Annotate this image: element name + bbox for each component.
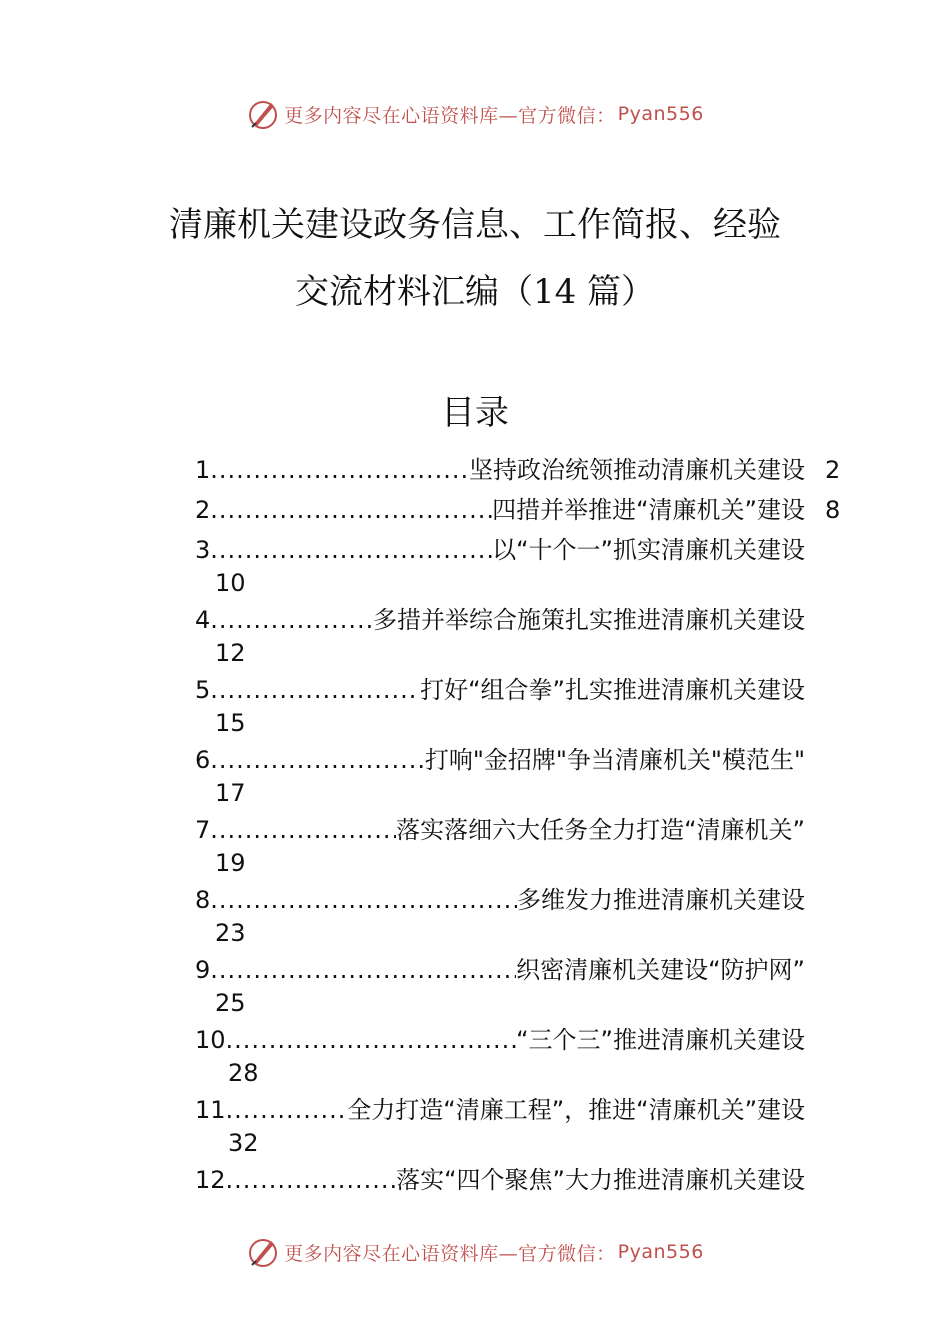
toc-entry[interactable] [195,1092,845,1162]
toc-entry-number: 2 [195,496,211,524]
toc-entry-number: 6 [195,746,211,774]
table-of-contents [195,452,845,1198]
toc-leader-dots [226,1162,397,1198]
toc-entry-page: 17 [215,779,246,807]
toc-entry-page: 19 [215,849,246,877]
header-banner [0,94,950,134]
toc-leader-dots [210,492,492,528]
toc-leader-dots [210,602,373,638]
toc-entry-number: 9 [195,956,211,984]
toc-leader-dots [210,452,469,488]
toc-entry[interactable] [195,1162,845,1198]
header-banner-text: 更多内容尽在心语资料库—官方微信： [284,104,616,127]
toc-entry-page: 12 [215,639,246,667]
toc-entry-label: 四措并举推进“清廉机关”建设 [492,496,805,524]
toc-entry-number: 1 [195,456,211,484]
toc-entry-label: 打响"金招牌"争当清廉机关"模范生" [424,746,805,774]
toc-leader-dots [226,1092,348,1128]
toc-entry-number: 7 [195,816,211,844]
footer-banner [0,1232,950,1272]
toc-leader-dots [210,812,396,848]
toc-entry-number: 3 [195,536,211,564]
footer-banner-text: 更多内容尽在心语资料库—官方微信： [284,1242,616,1265]
toc-entry-page: 15 [215,709,246,737]
toc-leader-dots [226,1022,517,1058]
toc-leader-dots [210,532,492,568]
toc-entry-page: 32 [228,1129,259,1157]
toc-entry[interactable] [195,672,845,742]
toc-entry-number: 4 [195,606,211,634]
quill-logo-icon [246,97,280,131]
toc-entry-page: 8 [825,496,841,524]
toc-entry-label: 落实“四个聚焦”大力推进清廉机关建设 [396,1166,805,1194]
toc-entry-number: 12 [195,1166,226,1194]
toc-entry[interactable] [195,742,845,812]
toc-entry-number: 11 [195,1096,226,1124]
toc-entry-label: 织密清廉机关建设“防护网” [516,956,805,984]
toc-leader-dots [210,882,517,918]
document-title-line2: 交流材料汇编（14 篇） [294,272,656,312]
toc-entry-label: 全力打造“清廉工程”，推进“清廉机关”建设 [347,1096,805,1124]
toc-entry-label: 落实落细六大任务全力打造“清廉机关” [396,816,805,844]
toc-leader-dots [210,672,420,708]
toc-entry-label: 多措并举综合施策扎实推进清廉机关建设 [373,606,805,634]
toc-entry-page: 10 [215,569,246,597]
footer-banner-wechat: Pyan556 [617,1241,704,1263]
quill-logo-icon [246,1235,280,1269]
toc-entry[interactable] [195,492,845,528]
toc-entry-page: 23 [215,919,246,947]
toc-entry[interactable] [195,952,845,1022]
toc-entry-label: 打好“组合拳”扎实推进清廉机关建设 [420,676,805,704]
toc-entry-page: 28 [228,1059,259,1087]
header-banner-wechat: Pyan556 [617,103,704,125]
toc-entry-label: 以“十个一”抓实清廉机关建设 [492,536,805,564]
toc-leader-dots [210,952,516,988]
toc-entry[interactable] [195,812,845,882]
toc-entry-number: 10 [195,1026,226,1054]
toc-entry[interactable] [195,1022,845,1092]
toc-entry-number: 8 [195,886,211,914]
toc-entry-page: 2 [825,456,841,484]
toc-entry[interactable] [195,532,845,602]
toc-entry-number: 5 [195,676,211,704]
document-title-line1: 清廉机关建设政务信息、工作简报、经验 [169,205,781,245]
toc-entry-label: 坚持政治统领推动清廉机关建设 [469,456,805,484]
toc-entry[interactable] [195,882,845,952]
toc-entry[interactable] [195,602,845,672]
toc-entry-label: 多维发力推进清廉机关建设 [517,886,805,914]
toc-entry-label: “三个三”推进清廉机关建设 [516,1026,805,1054]
toc-entry-page: 25 [215,989,246,1017]
toc-entry[interactable] [195,452,845,488]
toc-heading: 目录 [441,393,509,433]
toc-leader-dots [210,742,425,778]
